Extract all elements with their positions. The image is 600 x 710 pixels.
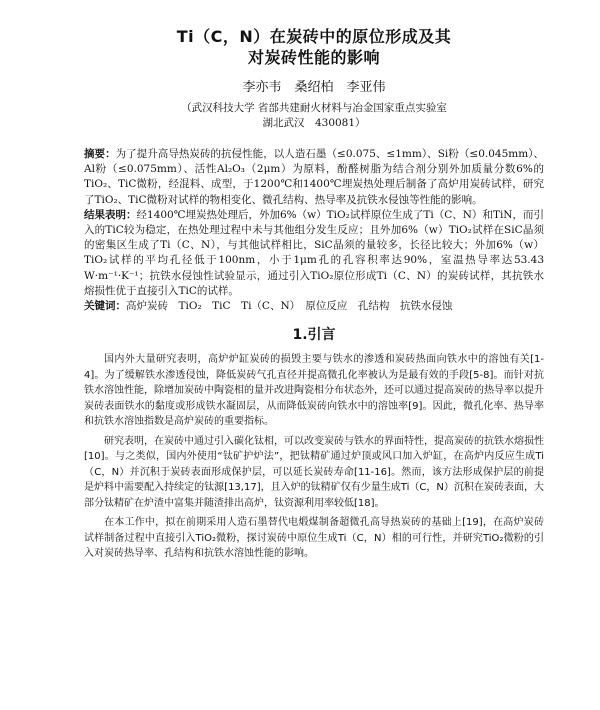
body-text (84, 352, 544, 562)
body-paragraph: 国内外大量研究表明，高炉炉缸炭砖的损毁主要与铁水的渗透和炭砖热面向铁水中的溶蚀有关[1-4]。为了缓解铁水渗透侵蚀，降低炭砖气孔直径并提高微孔化率被认为是最有效的手段[5-8]。而针对抗铁水溶蚀性能，除增加炭砖中陶瓷相的量并改进陶瓷相分布状态外，还可以通过提高炭砖的热导率以提升炭砖表面铁水的黏度或形成铁水凝固层，从而降低炭砖向铁水中的溶蚀率[9]。因此，微孔化率、热导率和抗铁水溶蚀指数是高炉炭砖的重要指标。 (84, 354, 544, 428)
authors: 李亦韦 桑绍柏 李亚伟 (242, 80, 386, 95)
keywords-label: 关键词： (84, 300, 126, 313)
paper-title (84, 26, 544, 68)
body-paragraph: 研究表明，在炭砖中通过引入碳化钛相，可以改变炭砖与铁水的界面特性，提高炭砖的抗铁水熔损性[10]。与之类似，国内外使用“钛矿护炉法”，把钛精矿通过炉顶或风口加入炉缸，在高炉内反应生成Ti（C，N）并沉积于炭砖表面形成保护层，可以延长炭砖寿命[11-16]。然而，该方法形成保护层的前提是炉料中需要配入持续定的钛源[13,17]，且入炉的钛精矿仅有少量生成Ti（C，N）沉积在炭砖表面，大部分钛精矿在炉渣中富集并随渣排出高炉，钛资源利用率较低[18]。 (84, 435, 544, 509)
keywords (84, 299, 544, 314)
results-label: 结果表明： (84, 208, 137, 221)
title-line-2: 对炭砖性能的影响 (247, 48, 380, 67)
abstract-label: 摘要： (84, 148, 116, 160)
affiliation-line-1: （武汉科技大学 省部共建耐火材料与冶金国家重点实验室 (181, 102, 447, 114)
abstract-paragraph (84, 147, 544, 208)
abstract-text: 为了提升高导热炭砖的抗侵性能，以人造石墨（≤0.075、≤1mm）、Si粉（≤0.045mm）、Al粉（≤0.075mm）、活性Al₂O₃（2μm）为原料，酚醛树脂为结合剂分别外加质量分数6%的TiO₂、TiC微粉，经混料、成型，于1200℃和1400℃埋炭热处理后制备了高炉用炭砖试样，研究了TiO₂、TiC微粉对试样的物相变化、微孔结构、热导率及抗铁水侵蚀等性能的影响。 (84, 148, 545, 206)
results-paragraph (84, 208, 544, 299)
title-line-1: Ti（C，N）在炭砖中的原位形成及其 (176, 27, 452, 46)
results-text: 经1400℃埋炭热处理后，外加6%（w）TiO₂试样原位生成了Ti（C、N）和TiN，而引入的TiC较为稳定，在热处理过程中未与其他组分发生反应；且外加6%（w）TiO₂试样在SiC晶须的密集区生成了Ti（C、N），与其他试样相比，SiC晶须的量较多，长径比较大；外加6%（w）TiO₂试样的平均孔径低于100nm，小于1μm孔的孔容积率达90%，室温热导率达53.43 W·m⁻¹·K⁻¹；抗铁水侵蚀性试验显示，通过引入TiO₂原位形成Ti（C、N）的炭砖试样，其抗铁水熔损性优于直接引入TiC的试样。 (84, 208, 544, 297)
section-heading: 1.引言 (292, 327, 336, 344)
body-paragraph: 在本工作中，拟在前期采用人造石墨替代电煅煤制备超微孔高导热炭砖的基础上[19]，在高炉炭砖试样制备过程中直接引入TiO₂微粉，探讨炭砖中原位生成Ti（C，N）相的可行性，并研究TiO₂微粉的引入对炭砖热导率、孔结构和抗铁水溶蚀性能的影响。 (84, 517, 544, 560)
affiliation-line-2: 湖北武汉 430081） (262, 117, 366, 129)
abstract (84, 147, 544, 299)
keywords-text: 高炉炭砖 TiO₂ TiC Ti（C、N） 原位反应 孔结构 抗铁水侵蚀 (126, 300, 453, 313)
affiliation (84, 101, 544, 131)
